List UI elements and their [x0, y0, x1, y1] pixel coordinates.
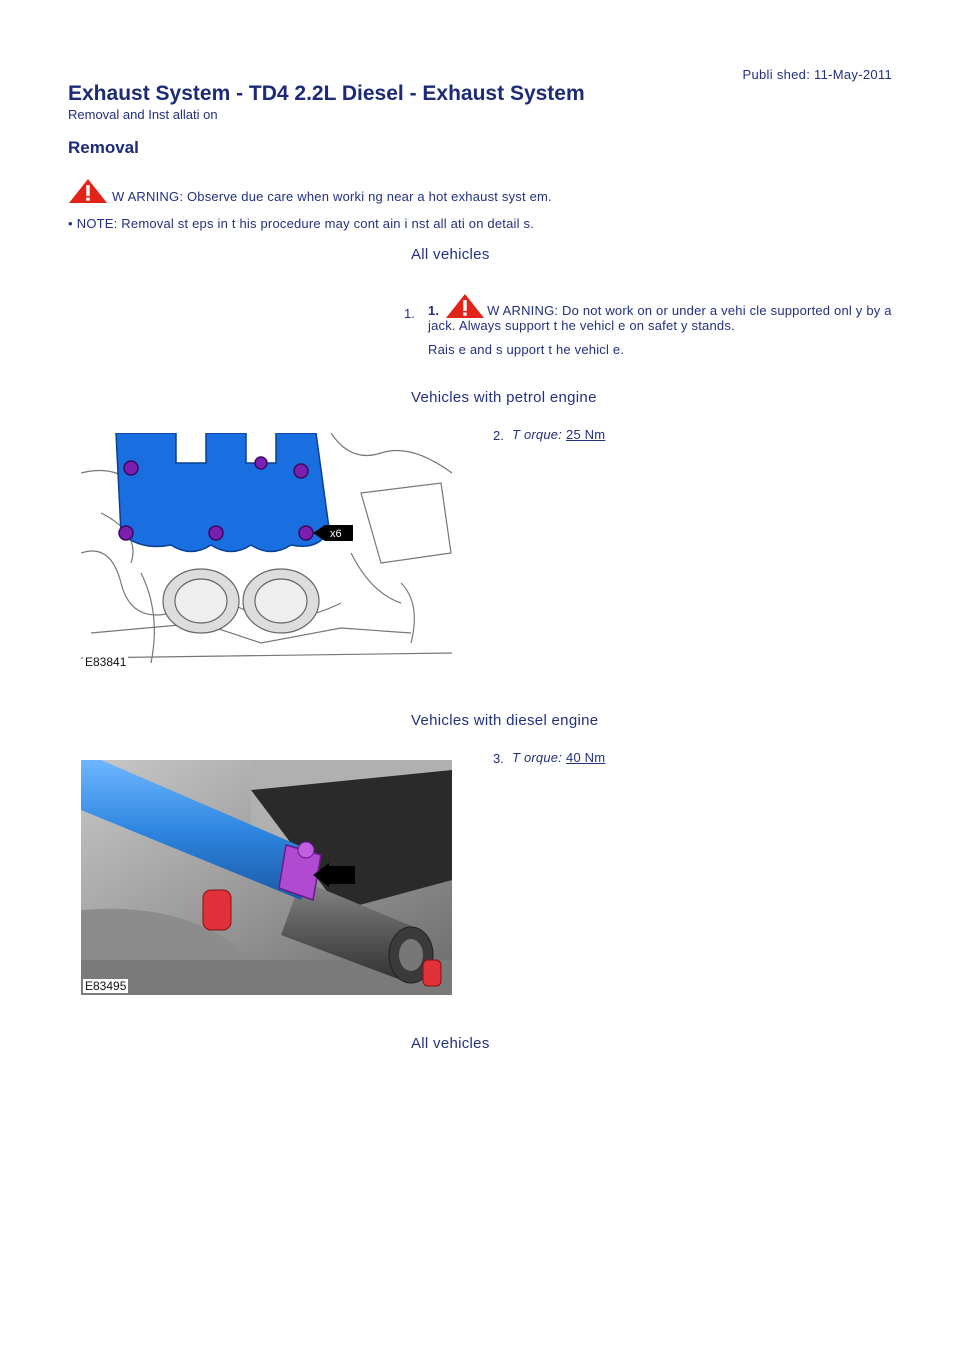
warning-text: W ARNING: Observe due care when worki ng near a hot exhaust syst em. [112, 189, 552, 204]
figure-diesel-exhaust [81, 760, 452, 995]
section-heading: Removal [68, 138, 139, 157]
note-bullet: • [68, 216, 73, 231]
warning-triangle-icon [68, 178, 108, 204]
diesel-exhaust-photo [81, 760, 452, 995]
variant-petrol: Vehicles with petrol engine [411, 389, 597, 406]
step-2-torque-value[interactable]: 25 Nm [566, 427, 606, 442]
callout-x6: x6 [330, 528, 342, 540]
step-1-warning-text: W ARNING: Do not work on or under a vehi cle supported onl y by a jack. Always support t he vehicl e on safet y stands. [428, 303, 892, 333]
step-3-number: 3. [493, 751, 504, 766]
page-subtitle: Removal and Inst allati on [68, 107, 218, 122]
page-title: Exhaust System - TD4 2.2L Diesel - Exhaust System [68, 82, 585, 105]
note-block [68, 216, 534, 231]
variant-all-vehicles: All vehicles [411, 246, 490, 263]
figure-petrol-exhaust [81, 433, 452, 671]
step-2-number: 2. [493, 428, 504, 443]
figure-petrol-label: E83841 [85, 655, 127, 669]
step-3-body [512, 751, 605, 765]
step-1-bold-number: 1. [428, 303, 440, 318]
petrol-exhaust-illustration [81, 433, 452, 671]
warning-triangle-icon [445, 293, 485, 319]
step-1-text: Rais e and s upport t he vehicl e. [428, 342, 625, 357]
published-date: Publi shed: 11-May-2011 [742, 67, 892, 82]
note-text: NOTE: Removal st eps in t his procedure may cont ain i nst all ati on detail s. [76, 216, 535, 231]
step-3-torque-value[interactable]: 40 Nm [566, 750, 606, 765]
variant-diesel: Vehicles with diesel engine [411, 712, 599, 729]
warning-block [68, 178, 552, 204]
step-2-torque-label: T orque: [512, 427, 563, 442]
variant-all-vehicles-2: All vehicles [411, 1035, 490, 1052]
step-1-body [428, 293, 898, 357]
step-1-number: 1. [404, 306, 415, 321]
step-2-body [512, 428, 605, 442]
figure-diesel-label: E83495 [85, 979, 127, 993]
step-3-torque-label: T orque: [512, 750, 563, 765]
